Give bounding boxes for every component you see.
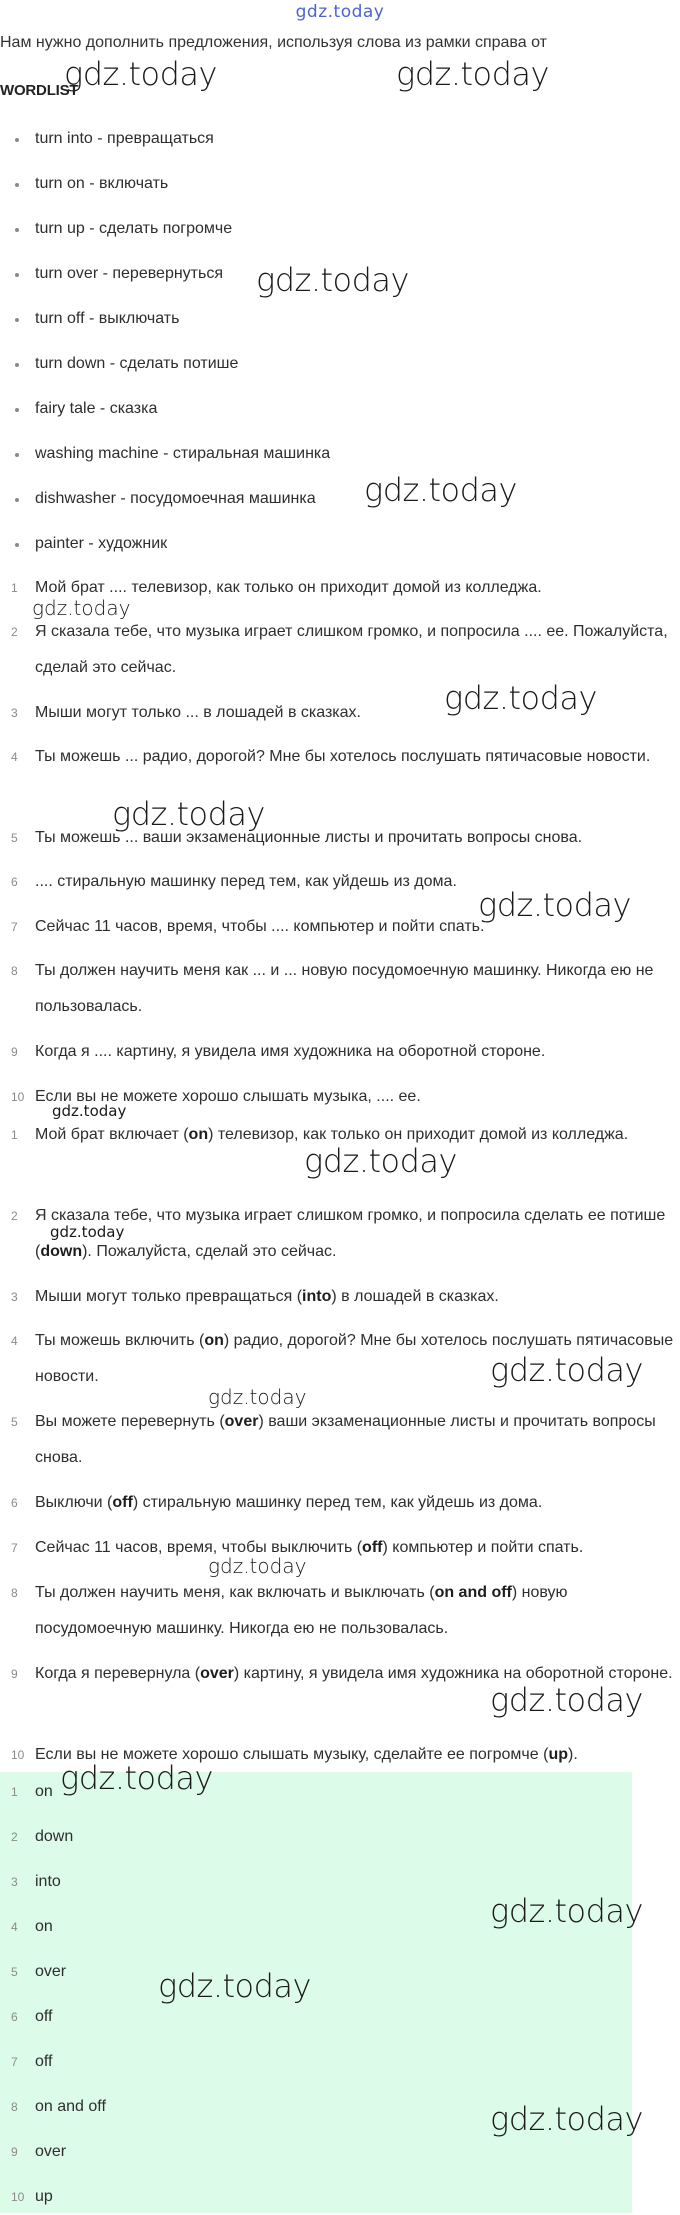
answer-word: on: [188, 1126, 209, 1143]
translation-number: 8: [11, 1586, 18, 1600]
bullet-icon: [15, 363, 19, 367]
task-number: 7: [11, 920, 18, 934]
translation-number: 2: [11, 1209, 18, 1223]
answer-word: off: [112, 1494, 133, 1511]
watermark: gdz.today: [64, 55, 217, 93]
watermark: gdz.today: [32, 596, 131, 620]
watermark: gdz.today: [304, 1142, 457, 1180]
answer-word: on and off: [434, 1584, 512, 1601]
bullet-icon: [15, 498, 19, 502]
translation-number: 4: [11, 1334, 18, 1348]
answer-word: into: [302, 1288, 332, 1305]
watermark: gdz.today: [364, 471, 517, 509]
translation-number: 9: [11, 1667, 18, 1681]
bullet-icon: [15, 228, 19, 232]
answer-word: over: [224, 1413, 259, 1430]
watermark: gdz.today: [50, 1223, 125, 1241]
site-logo[interactable]: gdz.today: [295, 2, 385, 22]
watermark: gdz.today: [478, 886, 631, 924]
task-number: 2: [11, 625, 18, 639]
translation-number: 5: [11, 1415, 18, 1429]
task-number: 8: [11, 964, 18, 978]
intro-text: Нам нужно дополнить предложения, используя слова из рамки справа от: [0, 34, 547, 51]
translation-number: 3: [11, 1290, 18, 1304]
translation-number: 6: [11, 1496, 18, 1510]
watermark: gdz.today: [60, 1759, 213, 1797]
answer-word: on: [204, 1332, 224, 1349]
watermark: gdz.today: [490, 1681, 643, 1719]
bullet-icon: [15, 273, 19, 277]
task-number: 1: [11, 581, 18, 595]
watermark: gdz.today: [444, 679, 597, 717]
answer-word: over: [200, 1665, 234, 1682]
watermark: gdz.today: [52, 1102, 127, 1120]
bullet-icon: [15, 318, 19, 322]
answer-word: off: [362, 1539, 383, 1556]
watermark: gdz.today: [490, 1892, 643, 1930]
watermark: gdz.today: [158, 1967, 311, 2005]
wordlist-title: WORDLIST: [0, 82, 79, 99]
answer-word: up: [548, 1746, 568, 1763]
watermark: gdz.today: [208, 1554, 307, 1578]
answer-word: down: [40, 1243, 83, 1260]
bullet-icon: [15, 543, 19, 547]
bullet-icon: [15, 408, 19, 412]
watermark: gdz.today: [208, 1385, 307, 1409]
watermark: gdz.today: [112, 795, 265, 833]
translation-number: 10: [11, 1748, 25, 1762]
task-number: 10: [11, 1090, 25, 1104]
watermark: gdz.today: [396, 55, 549, 93]
task-number: 6: [11, 875, 18, 889]
task-number: 5: [11, 831, 18, 845]
bullet-icon: [15, 183, 19, 187]
watermark: gdz.today: [490, 1351, 643, 1389]
watermark: gdz.today: [256, 261, 409, 299]
task-number: 4: [11, 750, 18, 764]
task-number: 3: [11, 706, 18, 720]
bullet-icon: [15, 138, 19, 142]
bullet-icon: [15, 453, 19, 457]
task-number: 9: [11, 1045, 18, 1059]
translation-number: 7: [11, 1541, 18, 1555]
translation-number: 1: [11, 1128, 18, 1142]
watermark: gdz.today: [490, 2100, 643, 2138]
